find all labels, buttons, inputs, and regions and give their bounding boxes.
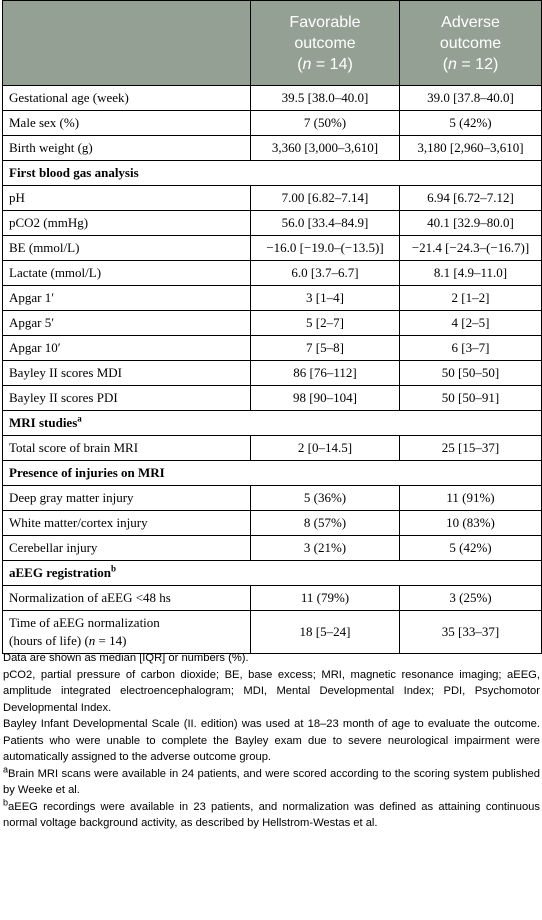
header-adverse-n-value: = 12 xyxy=(456,55,493,73)
section-heading: Presence of injuries on MRI xyxy=(3,461,542,486)
adverse-value: 8.1 [4.9–11.0] xyxy=(400,261,542,286)
adverse-value: −21.4 [−24.3–(−16.7)] xyxy=(400,236,542,261)
adverse-value: 4 [2–5] xyxy=(400,311,542,336)
row-male-sex xyxy=(3,111,542,136)
favorable-value: 18 [5–24] xyxy=(251,611,400,654)
table-footnotes xyxy=(3,650,540,832)
adverse-value: 50 [50–91] xyxy=(400,386,542,411)
row-cerebellar xyxy=(3,536,542,561)
favorable-value: 2 [0–14.5] xyxy=(251,436,400,461)
header-empty-cell xyxy=(3,1,251,86)
footnote-mark-b: b xyxy=(110,563,116,574)
row-label: Normalization of aEEG <48 hs xyxy=(3,586,251,611)
row-label: Bayley II scores MDI xyxy=(3,361,251,386)
adverse-value: 35 [33–37] xyxy=(400,611,542,654)
footnote-b-text: aEEG recordings were available in 23 patients, and normalization was defined as attaining continuous normal voltage background activity, as described by Hellstrom-Westas et al. xyxy=(3,800,540,829)
favorable-value: 3 [1–4] xyxy=(251,286,400,311)
favorable-value: 3,360 [3,000–3,610] xyxy=(251,136,400,161)
section-heading: First blood gas analysis xyxy=(3,161,542,186)
adverse-value: 25 [15–37] xyxy=(400,436,542,461)
favorable-value: 7.00 [6.82–7.14] xyxy=(251,186,400,211)
adverse-value: 2 [1–2] xyxy=(400,286,542,311)
header-favorable-line2: outcome xyxy=(294,34,356,52)
row-apgar1 xyxy=(3,286,542,311)
adverse-value: 5 (42%) xyxy=(400,111,542,136)
row-label-n: n xyxy=(88,633,96,648)
outcomes-table xyxy=(2,0,542,654)
favorable-value: 7 [5–8] xyxy=(251,336,400,361)
section-aeeg-registration xyxy=(3,561,542,586)
header-favorable-outcome: Favorable outcome (n = 14) xyxy=(251,1,400,86)
adverse-value: 3 (25%) xyxy=(400,586,542,611)
row-apgar10 xyxy=(3,336,542,361)
row-birth-weight xyxy=(3,136,542,161)
footnote-a-mark: a xyxy=(3,763,9,774)
row-pco2 xyxy=(3,211,542,236)
footnote-bayley: Bayley Infant Developmental Scale (II. edition) was used at 18–23 month of age to evaluate the outcome. Patients who were unable to complete the Bayley exam due to severe neurological impairment were automatically assigned to the adverse outcome group. xyxy=(3,718,540,763)
header-adverse-line2: outcome xyxy=(439,34,502,52)
header-favorable-line1: Favorable xyxy=(289,13,361,31)
section-heading xyxy=(3,561,542,586)
footnote-a-text: Brain MRI scans were available in 24 patients, and were scored according to the scoring system published by Weeke et al. xyxy=(3,767,540,796)
section-mri-studies xyxy=(3,411,542,436)
row-label-line2-pre: (hours of life) ( xyxy=(9,633,89,648)
row-label: Lactate (mmol/L) xyxy=(3,261,251,286)
footnote-b-mark: b xyxy=(3,796,9,807)
favorable-value: 5 (36%) xyxy=(251,486,400,511)
adverse-value: 40.1 [32.9–80.0] xyxy=(400,211,542,236)
row-ph xyxy=(3,186,542,211)
section-blood-gas xyxy=(3,161,542,186)
row-bayley-mdi xyxy=(3,361,542,386)
row-label: Birth weight (g) xyxy=(3,136,251,161)
favorable-value: 3 (21%) xyxy=(251,536,400,561)
favorable-value: 8 (57%) xyxy=(251,511,400,536)
adverse-value: 6.94 [6.72–7.12] xyxy=(400,186,542,211)
row-label: White matter/cortex injury xyxy=(3,511,251,536)
header-adverse-n-label: n xyxy=(448,55,457,73)
adverse-value: 50 [50–50] xyxy=(400,361,542,386)
row-label: pCO2 (mmHg) xyxy=(3,211,251,236)
footnote-data-shown: Data are shown as median [IQR] or numbers (%). xyxy=(3,652,249,664)
favorable-value: 86 [76–112] xyxy=(251,361,400,386)
section-heading-text: aEEG registration xyxy=(9,565,111,580)
row-apgar5 xyxy=(3,311,542,336)
row-gestational-age xyxy=(3,86,542,111)
adverse-value: 39.0 [37.8–40.0] xyxy=(400,86,542,111)
favorable-value: 56.0 [33.4–84.9] xyxy=(251,211,400,236)
adverse-value: 5 (42%) xyxy=(400,536,542,561)
row-mri-total xyxy=(3,436,542,461)
row-white-matter xyxy=(3,511,542,536)
row-label: Gestational age (week) xyxy=(3,86,251,111)
favorable-value: 11 (79%) xyxy=(251,586,400,611)
header-adverse-line1: Adverse xyxy=(441,13,500,31)
row-label-line1: Time of aEEG normalization xyxy=(9,615,160,630)
favorable-value: −16.0 [−19.0–(−13.5)] xyxy=(251,236,400,261)
adverse-value: 11 (91%) xyxy=(400,486,542,511)
favorable-value: 39.5 [38.0–40.0] xyxy=(251,86,400,111)
row-label: BE (mmol/L) xyxy=(3,236,251,261)
row-label: pH xyxy=(3,186,251,211)
favorable-value: 98 [90–104] xyxy=(251,386,400,411)
row-label xyxy=(3,611,251,654)
adverse-value: 3,180 [2,960–3,610] xyxy=(400,136,542,161)
row-label: Apgar 1′ xyxy=(3,286,251,311)
footnote-a xyxy=(3,763,540,799)
row-label: Bayley II scores PDI xyxy=(3,386,251,411)
row-label-line2-post: = 14) xyxy=(95,633,127,648)
row-label: Apgar 10′ xyxy=(3,336,251,361)
row-deep-gray-matter xyxy=(3,486,542,511)
row-label: Male sex (%) xyxy=(3,111,251,136)
row-aeeg-time xyxy=(3,611,542,654)
adverse-value: 10 (83%) xyxy=(400,511,542,536)
section-heading xyxy=(3,411,542,436)
row-be xyxy=(3,236,542,261)
header-favorable-n-value: = 14 xyxy=(311,55,348,73)
footnote-abbreviations: pCO2, partial pressure of carbon dioxide; BE, base excess; MRI, magnetic resonance imaging; aEEG, amplitude integrated electroencephalogram; MDI, Mental Developmental Index; PDI, Psychomotor Developmental Index. xyxy=(3,668,540,714)
section-heading-text: MRI studies xyxy=(9,415,78,430)
header-favorable-n-label: n xyxy=(302,55,312,73)
row-label: Deep gray matter injury xyxy=(3,486,251,511)
row-aeeg-normalization xyxy=(3,586,542,611)
footnote-mark-a: a xyxy=(77,413,82,424)
row-label: Total score of brain MRI xyxy=(3,436,251,461)
adverse-value: 6 [3–7] xyxy=(400,336,542,361)
footnote-b xyxy=(3,796,540,832)
favorable-value: 5 [2–7] xyxy=(251,311,400,336)
favorable-value: 7 (50%) xyxy=(251,111,400,136)
row-label: Apgar 5′ xyxy=(3,311,251,336)
section-injuries-on-mri xyxy=(3,461,542,486)
row-lactate xyxy=(3,261,542,286)
header-adverse-outcome: Adverse outcome (n = 12) xyxy=(400,1,542,86)
header-row xyxy=(3,1,542,86)
row-bayley-pdi xyxy=(3,386,542,411)
row-label: Cerebellar injury xyxy=(3,536,251,561)
favorable-value: 6.0 [3.7–6.7] xyxy=(251,261,400,286)
